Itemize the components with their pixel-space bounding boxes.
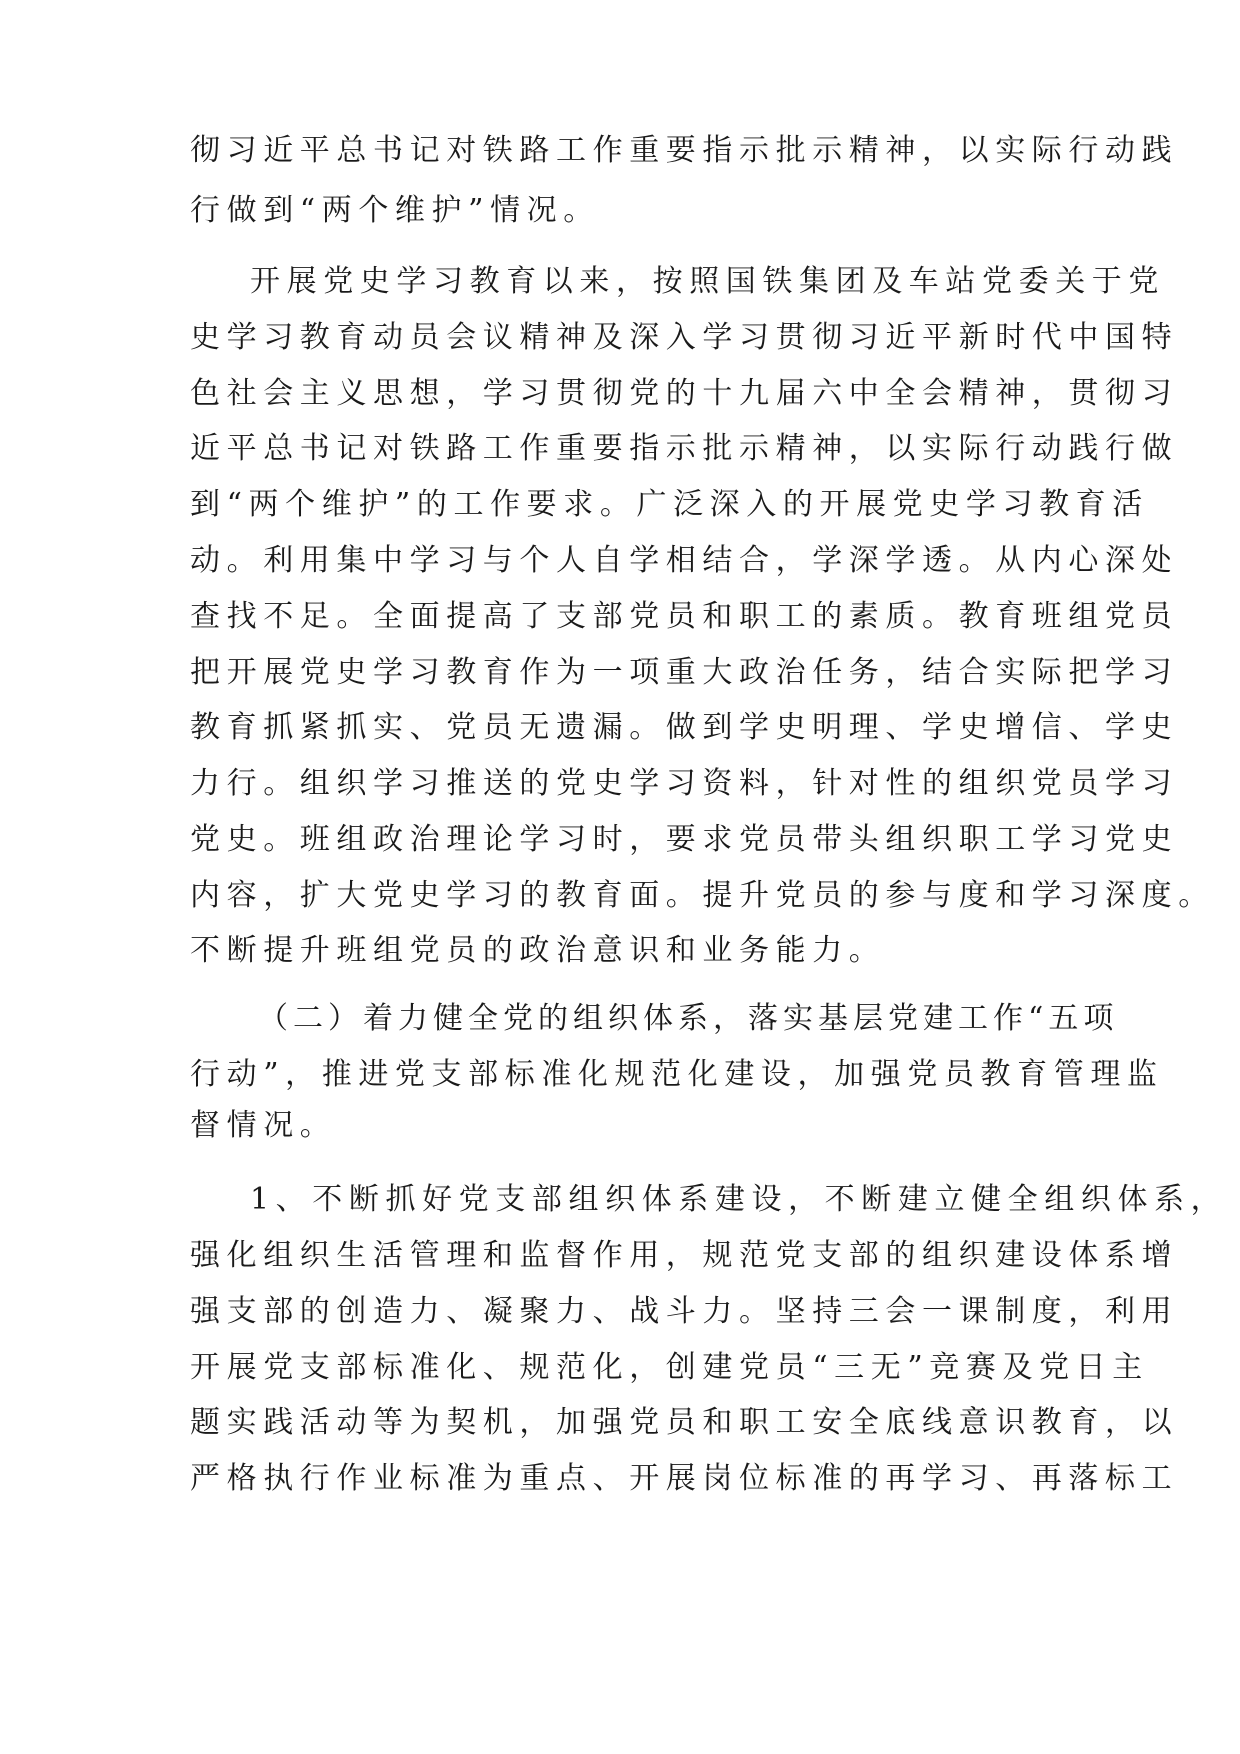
section-heading-line-2: 行动”，推进党支部标准化规范化建设，加强党员教育管理监	[190, 1057, 1164, 1092]
paragraph-2-line-8: 把开展党史学习教育作为一项重大政治任务，结合实际把学习	[190, 655, 1179, 690]
paragraph-2-line-5: 到“两个维护”的工作要求。广泛深入的开展党史学习教育活	[190, 487, 1149, 522]
paragraph-3-line-4: 开展党支部标准化、规范化，创建党员“三无”竞赛及党日主	[190, 1350, 1149, 1385]
paragraph-2-line-11: 党史。班组政治理论学习时，要求党员带头组织职工学习党史	[190, 822, 1179, 857]
paragraph-2-line-10: 力行。组织学习推送的党史学习资料，针对性的组织党员学习	[190, 766, 1179, 801]
paragraph-2-line-1: 开展党史学习教育以来，按照国铁集团及车站党委关于党	[250, 264, 1165, 299]
paragraph-2-line-2: 史学习教育动员会议精神及深入学习贯彻习近平新时代中国特	[190, 320, 1179, 355]
paragraph-3-line-5: 题实践活动等为契机，加强党员和职工安全底线意识教育，以	[190, 1405, 1179, 1440]
paragraph-2-line-12: 内容，扩大党史学习的教育面。提升党员的参与度和学习深度。	[190, 878, 1215, 913]
paragraph-3-line-1: 1、不断抓好党支部组织体系建设，不断建立健全组织体系，	[250, 1182, 1228, 1217]
paragraph-2-line-7: 查找不足。全面提高了支部党员和职工的素质。教育班组党员	[190, 599, 1179, 634]
paragraph-2-line-6: 动。利用集中学习与个人自学相结合，学深学透。从内心深处	[190, 543, 1179, 578]
section-heading-line-3: 督情况。	[190, 1108, 337, 1143]
paragraph-2-line-3: 色社会主义思想，学习贯彻党的十九届六中全会精神，贯彻习	[190, 376, 1179, 411]
section-heading-line-1: （二）着力健全党的组织体系，落实基层党建工作“五项	[258, 1001, 1119, 1036]
paragraph-3-line-6: 严格执行作业标准为重点、开展岗位标准的再学习、再落标工	[190, 1461, 1179, 1496]
paragraph-3-line-2: 强化组织生活管理和监督作用，规范党支部的组织建设体系增	[190, 1238, 1179, 1273]
paragraph-2-line-4: 近平总书记对铁路工作重要指示批示精神，以实际行动践行做	[190, 431, 1179, 466]
paragraph-1-line-1: 彻习近平总书记对铁路工作重要指示批示精神，以实际行动践	[190, 133, 1179, 168]
paragraph-2-line-13: 不断提升班组党员的政治意识和业务能力。	[190, 933, 886, 968]
paragraph-3-line-3: 强支部的创造力、凝聚力、战斗力。坚持三会一课制度，利用	[190, 1294, 1179, 1329]
paragraph-1-line-2: 行做到“两个维护”情况。	[190, 193, 600, 228]
paragraph-2-line-9: 教育抓紧抓实、党员无遗漏。做到学史明理、学史增信、学史	[190, 710, 1179, 745]
